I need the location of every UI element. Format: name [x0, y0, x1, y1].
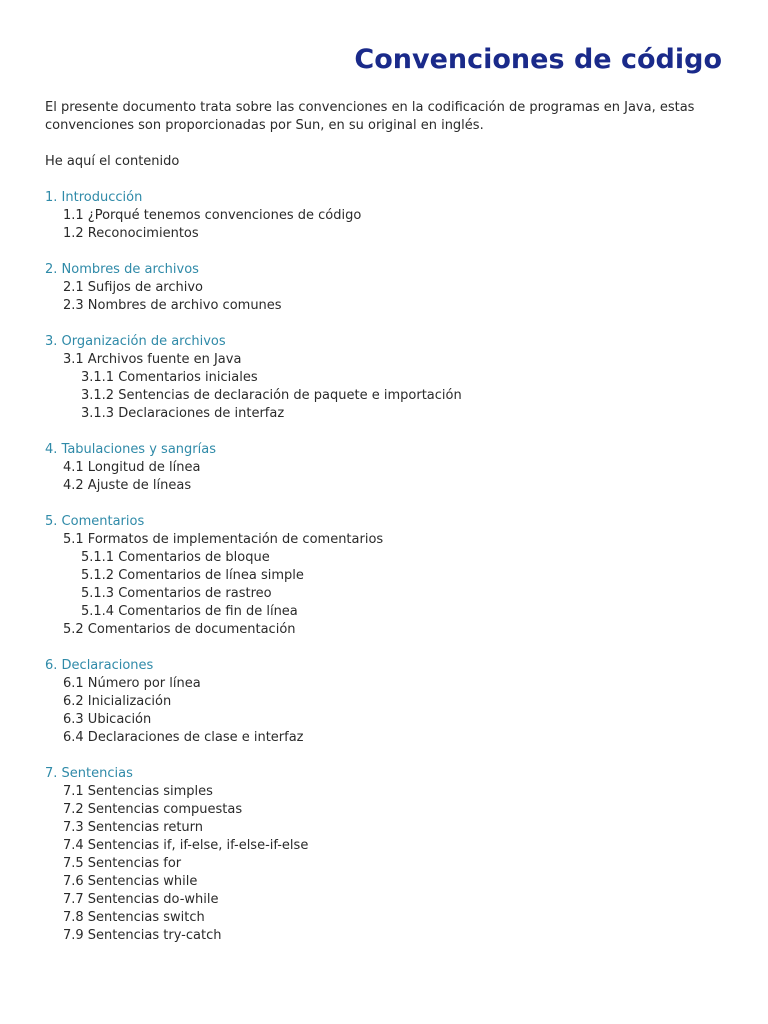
toc-subsection-item[interactable]: 6.3 Ubicación: [63, 712, 152, 727]
toc-subsubsection-item[interactable]: 5.1.4 Comentarios de fin de línea: [81, 604, 298, 619]
page-title: Convenciones de código: [354, 44, 722, 75]
toc-section-link[interactable]: 5. Comentarios: [45, 514, 145, 529]
contents-label: He aquí el contenido: [45, 154, 180, 169]
document-body: [45, 99, 735, 963]
toc-subsection-item[interactable]: 1.1 ¿Porqué tenemos convenciones de código: [63, 208, 362, 223]
toc-subsection-item[interactable]: 7.9 Sentencias try-catch: [63, 928, 222, 943]
toc-subsubsection-item[interactable]: 5.1.2 Comentarios de línea simple: [81, 568, 304, 583]
toc-section: [45, 333, 735, 423]
toc-subsubsection-item[interactable]: 3.1.1 Comentarios iniciales: [81, 370, 258, 385]
toc-subsection-item[interactable]: 7.8 Sentencias switch: [63, 910, 205, 925]
toc-section-link[interactable]: 3. Organización de archivos: [45, 334, 226, 349]
toc-subsection-item[interactable]: 2.3 Nombres de archivo comunes: [63, 298, 282, 313]
toc-section: [45, 513, 735, 639]
toc-subsubsection-item[interactable]: 5.1.3 Comentarios de rastreo: [81, 586, 272, 601]
toc-section-link[interactable]: 6. Declaraciones: [45, 658, 154, 673]
toc-subsection-item[interactable]: 7.2 Sentencias compuestas: [63, 802, 243, 817]
toc-subsection-item[interactable]: 7.5 Sentencias for: [63, 856, 182, 871]
toc-subsection-item[interactable]: 3.1 Archivos fuente en Java: [63, 352, 242, 367]
toc-subsection-item[interactable]: 7.7 Sentencias do-while: [63, 892, 219, 907]
toc-subsection-item[interactable]: 6.1 Número por línea: [63, 676, 201, 691]
toc-subsubsection-item[interactable]: 5.1.1 Comentarios de bloque: [81, 550, 270, 565]
toc-section-link[interactable]: 7. Sentencias: [45, 766, 133, 781]
toc-subsection-item[interactable]: 2.1 Sufijos de archivo: [63, 280, 204, 295]
toc-section-link[interactable]: 2. Nombres de archivos: [45, 262, 199, 277]
toc-subsubsection-item[interactable]: 3.1.2 Sentencias de declaración de paquete e importación: [81, 388, 462, 403]
toc-subsection-item[interactable]: 1.2 Reconocimientos: [63, 226, 199, 241]
toc-section-link[interactable]: 1. Introducción: [45, 190, 143, 205]
toc-section: [45, 261, 735, 315]
toc-subsection-item[interactable]: 4.2 Ajuste de líneas: [63, 478, 192, 493]
toc-subsection-item[interactable]: 5.2 Comentarios de documentación: [63, 622, 296, 637]
toc-section: [45, 441, 735, 495]
toc-subsection-item[interactable]: 6.2 Inicialización: [63, 694, 172, 709]
table-of-contents: [45, 189, 735, 945]
toc-subsection-item[interactable]: 7.4 Sentencias if, if-else, if-else-if-else: [63, 838, 309, 853]
toc-section-link[interactable]: 4. Tabulaciones y sangrías: [45, 442, 216, 457]
toc-subsection-item[interactable]: 6.4 Declaraciones de clase e interfaz: [63, 730, 304, 745]
toc-section: [45, 657, 735, 747]
intro-paragraph: El presente documento trata sobre las convenciones en la codificación de programas en Java, estas convenciones son proporcionadas por Sun, en su original en inglés.: [45, 100, 695, 133]
toc-subsubsection-item[interactable]: 3.1.3 Declaraciones de interfaz: [81, 406, 285, 421]
toc-section: [45, 189, 735, 243]
toc-subsection-item[interactable]: 7.6 Sentencias while: [63, 874, 198, 889]
toc-subsection-item[interactable]: 4.1 Longitud de línea: [63, 460, 201, 475]
toc-subsection-item[interactable]: 7.1 Sentencias simples: [63, 784, 213, 799]
toc-subsection-item[interactable]: 7.3 Sentencias return: [63, 820, 204, 835]
toc-subsection-item[interactable]: 5.1 Formatos de implementación de comentarios: [63, 532, 384, 547]
toc-section: [45, 765, 735, 945]
